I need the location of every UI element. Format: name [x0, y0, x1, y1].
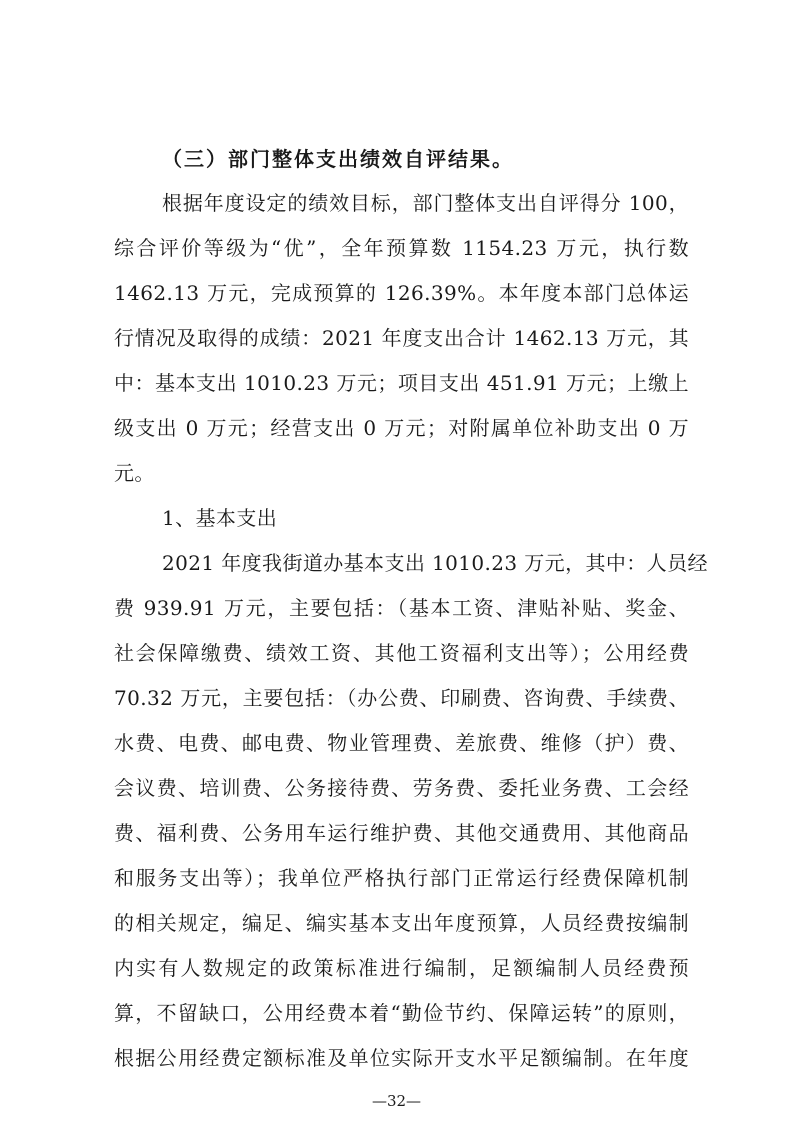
paragraph-line: 根据年度设定的绩效目标，部门整体支出自评得分 100， — [162, 191, 689, 215]
paragraph-line: 元。 — [114, 461, 155, 485]
paragraph-line: 费 939.91 万元，主要包括：（基本工资、津贴补贴、奖金、 — [114, 596, 689, 620]
paragraph-line: 行情况及取得的成绩：2021 年度支出合计 1462.13 万元，其 — [114, 326, 689, 350]
paragraph-line: 费、福利费、公务用车运行维护费、其他交通费用、其他商品 — [114, 821, 689, 845]
page-number: —32— — [371, 1092, 422, 1110]
section-heading: （三）部门整体支出绩效自评结果。 — [162, 147, 514, 171]
paragraph-line: 和服务支出等）；我单位严格执行部门正常运行经费保障机制 — [114, 866, 689, 890]
paragraph-line: 70.32 万元，主要包括：（办公费、印刷费、咨询费、手续费、 — [114, 686, 689, 710]
paragraph-line: 内实有人数规定的政策标准进行编制，足额编制人员经费预 — [114, 956, 689, 980]
paragraph-line: 综合评价等级为“优”，全年预算数 1154.23 万元，执行数 — [114, 236, 689, 260]
paragraph-line: 根据公用经费定额标准及单位实际开支水平足额编制。在年度 — [114, 1046, 689, 1070]
paragraph-line: 社会保障缴费、绩效工资、其他工资福利支出等）；公用经费 — [114, 641, 689, 665]
paragraph-line: 级支出 0 万元；经营支出 0 万元；对附属单位补助支出 0 万 — [114, 416, 689, 440]
paragraph-line: 的相关规定，编足、编实基本支出年度预算，人员经费按编制 — [114, 911, 689, 935]
paragraph-line: 水费、电费、邮电费、物业管理费、差旅费、维修（护）费、 — [114, 731, 689, 755]
paragraph-line: 算，不留缺口，公用经费本着“勤俭节约、保障运转”的原则， — [114, 1001, 689, 1025]
paragraph-line: 中：基本支出 1010.23 万元；项目支出 451.91 万元；上缴上 — [114, 371, 689, 395]
subheading: 1、基本支出 — [162, 506, 278, 530]
paragraph-line: 1462.13 万元，完成预算的 126.39%。本年度本部门总体运 — [114, 281, 689, 305]
paragraph-line: 会议费、培训费、公务接待费、劳务费、委托业务费、工会经 — [114, 776, 689, 800]
paragraph-line: 2021 年度我街道办基本支出 1010.23 万元，其中：人员经 — [162, 551, 708, 575]
